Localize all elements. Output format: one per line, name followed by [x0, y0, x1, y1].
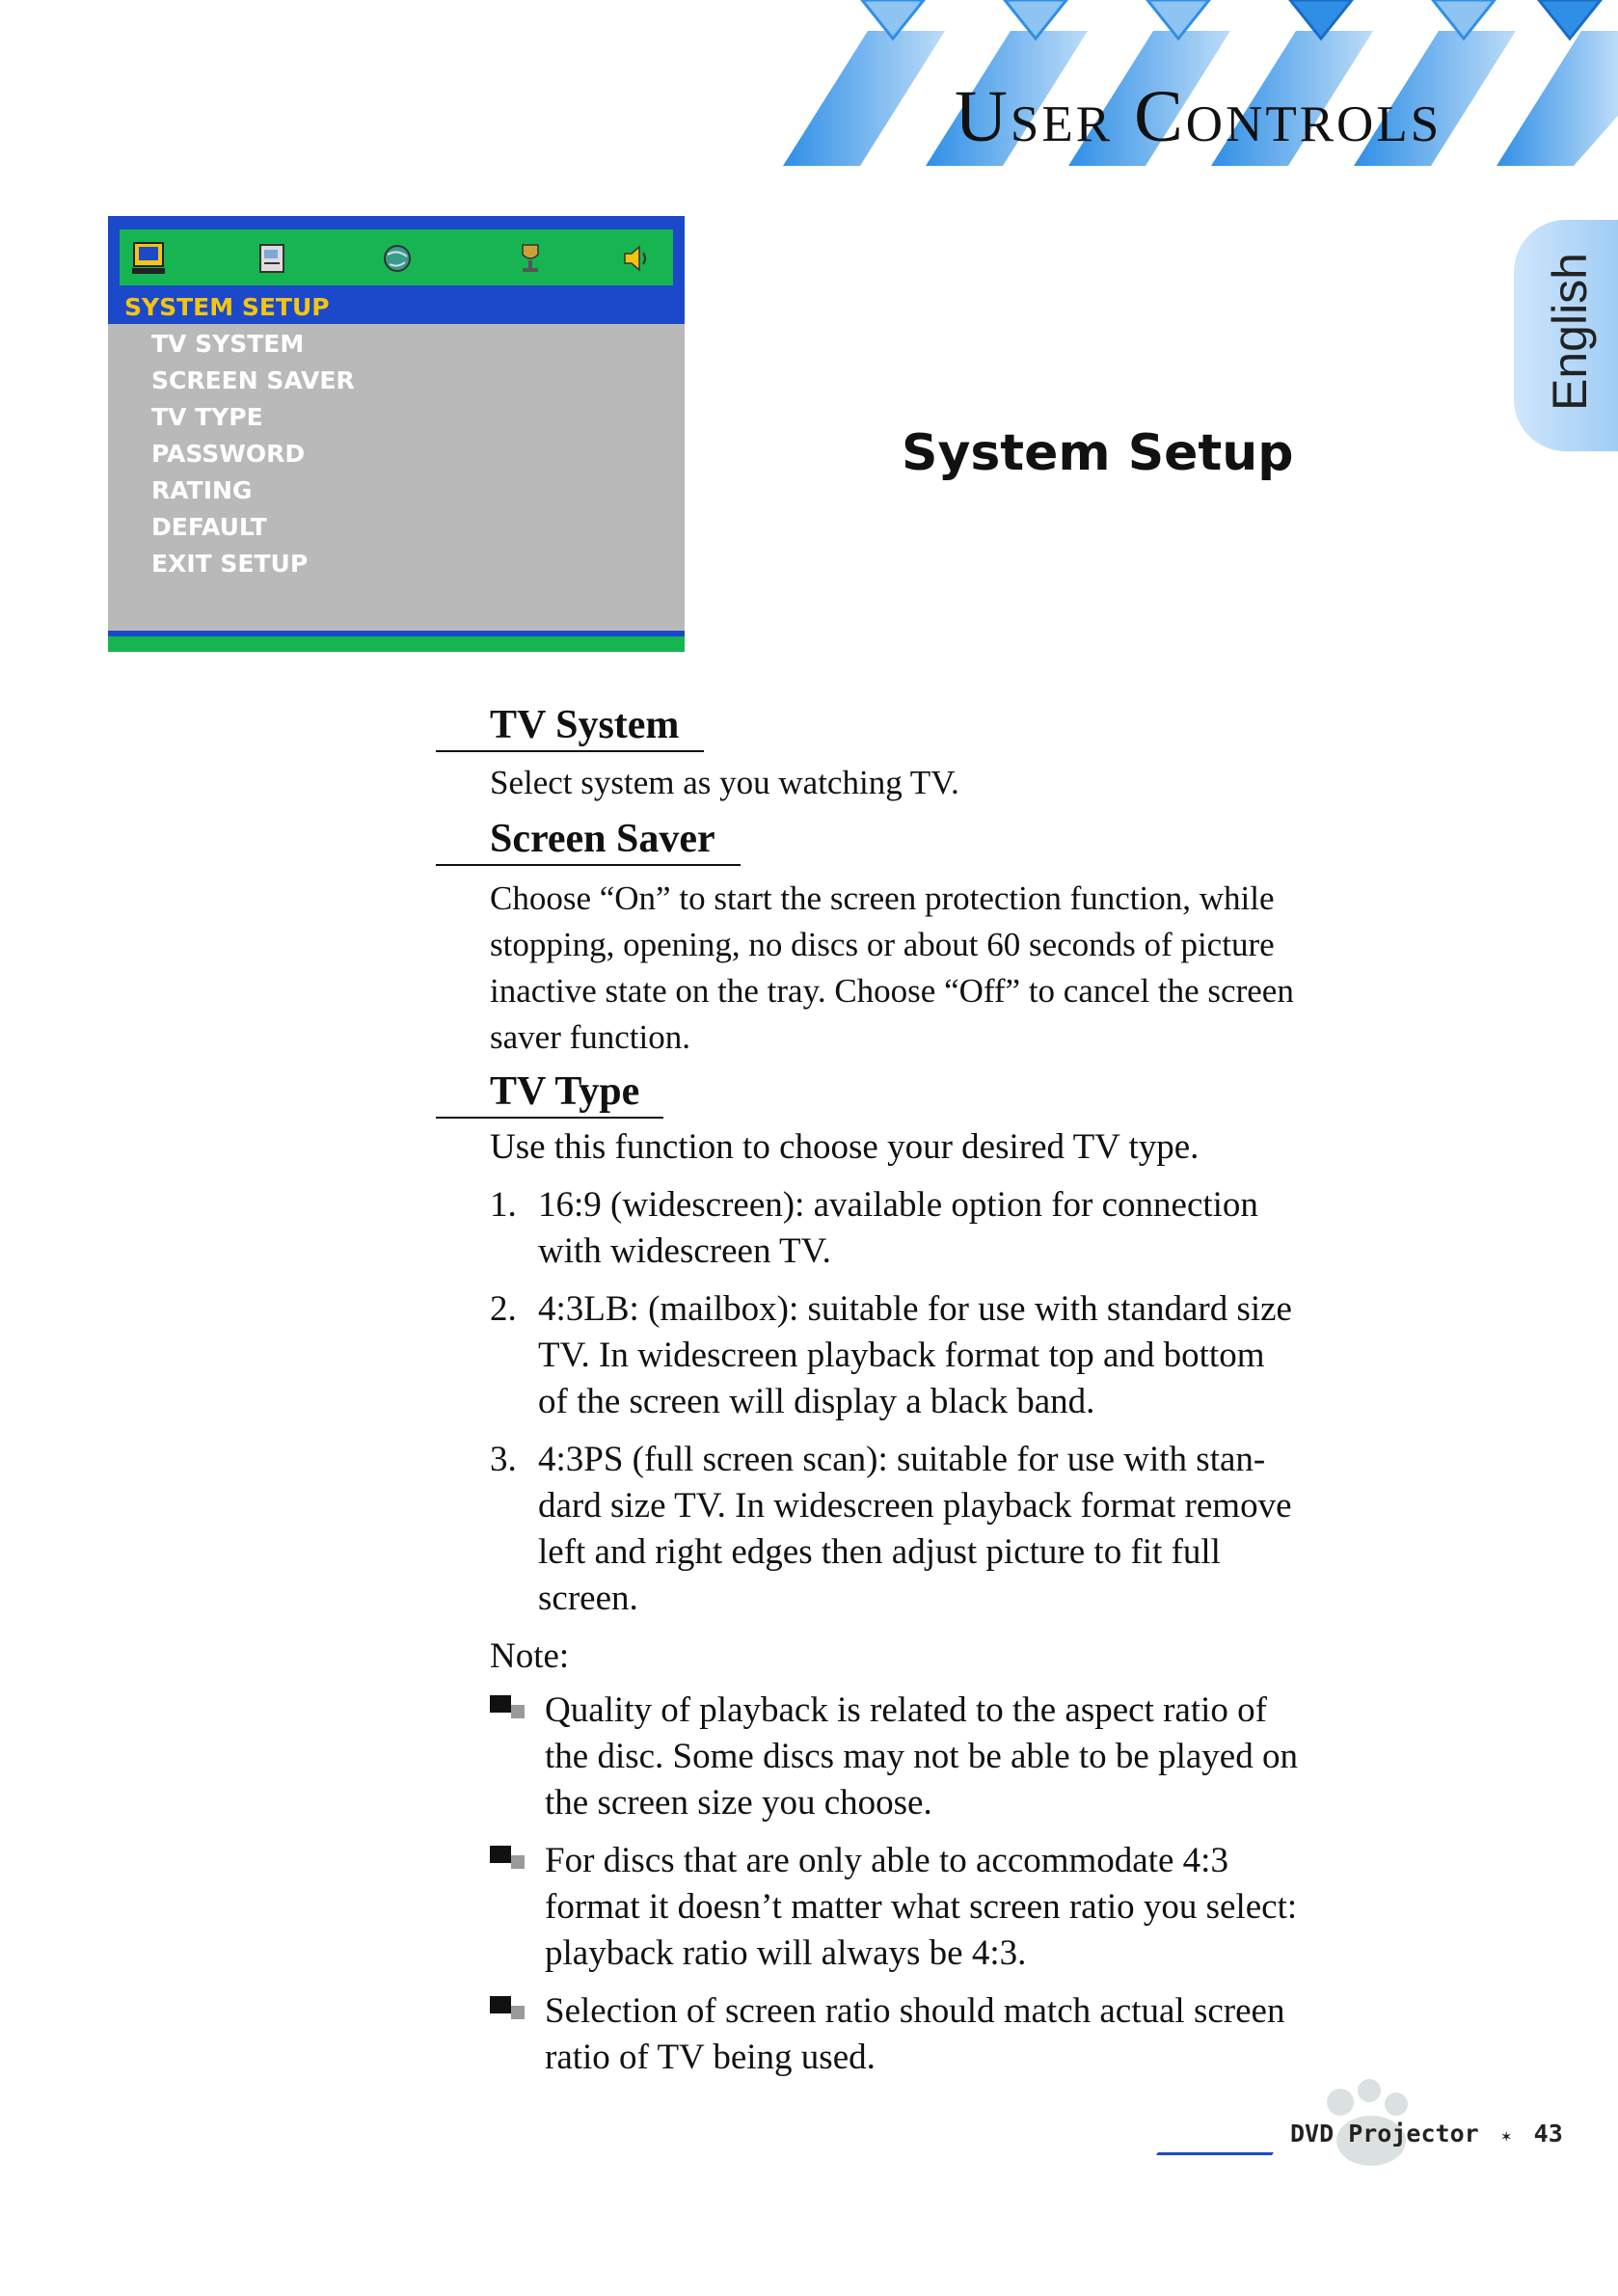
- list-number: 3.: [490, 1440, 517, 1479]
- language-tab-label: English: [1543, 253, 1597, 411]
- osd-menu-item[interactable]: DEFAULT: [151, 513, 267, 541]
- square-bullet-icon: [490, 1846, 525, 1873]
- screen-saver-line: saver function.: [490, 1018, 690, 1056]
- osd-menu-item[interactable]: TV SYSTEM: [151, 330, 305, 358]
- note-line: Quality of playback is related to the aspect ratio of: [545, 1690, 1267, 1730]
- note-line: the screen size you choose.: [545, 1783, 932, 1823]
- globe-icon: [378, 239, 417, 278]
- note-line: Selection of screen ratio should match actual screen: [545, 1991, 1285, 2031]
- tv-type-heading-text: TV Type: [490, 1069, 640, 1114]
- note-line: the disc. Some discs may not be able to be played on: [545, 1737, 1298, 1776]
- osd-icon-bar: [120, 230, 673, 285]
- list-item-line: left and right edges then adjust picture to fit full: [538, 1532, 1221, 1572]
- note-line: format it doesn’t matter what screen ratio you select:: [545, 1887, 1298, 1927]
- footer-product: DVD Projector: [1290, 2120, 1479, 2147]
- list-item-line: of the screen will display a black band.: [538, 1382, 1095, 1421]
- osd-menu-item[interactable]: TV TYPE: [151, 403, 263, 431]
- square-bullet-icon: [490, 1996, 525, 2023]
- osd-menu-item[interactable]: PASSWORD: [151, 440, 306, 468]
- tv-system-heading-text: TV System: [490, 703, 680, 747]
- screen-saver-line: Choose “On” to start the screen protection function, while: [490, 879, 1275, 917]
- list-number: 2.: [490, 1289, 517, 1329]
- list-item-line: 4:3PS (full screen scan): suitable for use with stan-: [538, 1440, 1266, 1479]
- note-line: For discs that are only able to accommodate 4:3: [545, 1841, 1228, 1880]
- screen-saver-line: stopping, opening, no discs or about 60 seconds of picture: [490, 926, 1275, 963]
- footer-separator: ✶: [1500, 2126, 1512, 2147]
- tv-system-text: Select system as you watching TV.: [490, 764, 959, 801]
- tv-system-heading: [436, 700, 704, 752]
- list-item-line: 4:3LB: (mailbox): suitable for use with standard size: [538, 1289, 1292, 1329]
- tv-type-heading: [436, 1067, 663, 1119]
- list-item-line: 16:9 (widescreen): available option for connection: [538, 1185, 1258, 1225]
- tv-type-intro: Use this function to choose your desired TV type.: [490, 1127, 1200, 1167]
- page-number: 43: [1533, 2120, 1563, 2147]
- list-item-line: with widescreen TV.: [538, 1231, 831, 1271]
- speaker-icon: [617, 239, 656, 278]
- osd-menu-screenshot: [108, 216, 685, 652]
- footer-accent-line: [1156, 2152, 1274, 2155]
- trophy-icon: [511, 239, 550, 278]
- osd-menu-item[interactable]: RATING: [151, 476, 253, 504]
- list-item-line: TV. In widescreen playback format top and bottom: [538, 1336, 1265, 1375]
- osd-menu-heading: SYSTEM SETUP: [124, 293, 330, 321]
- section-title: System Setup: [902, 424, 1294, 482]
- list-item-line: screen.: [538, 1579, 638, 1618]
- monitor-icon: [129, 239, 168, 278]
- list-item-line: dard size TV. In widescreen playback format remove: [538, 1486, 1292, 1526]
- list-number: 1.: [490, 1185, 517, 1225]
- osd-menu-item[interactable]: SCREEN SAVER: [151, 366, 355, 394]
- watermark-logo: [1147, 2064, 1533, 2256]
- note-label: Note:: [490, 1636, 570, 1676]
- osd-menu-item[interactable]: EXIT SETUP: [151, 550, 309, 578]
- note-line: playback ratio will always be 4:3.: [545, 1933, 1027, 1973]
- page-header-title: User Controls: [955, 76, 1443, 157]
- page-footer: [1290, 2120, 1563, 2147]
- osd-bottom-bar: [108, 636, 685, 652]
- photo-settings-icon: [253, 239, 291, 278]
- screen-saver-heading-text: Screen Saver: [490, 817, 715, 861]
- note-line: ratio of TV being used.: [545, 2038, 876, 2077]
- screen-saver-line: inactive state on the tray. Choose “Off” to cancel the screen: [490, 972, 1294, 1010]
- screen-saver-heading: [436, 814, 741, 866]
- square-bullet-icon: [490, 1695, 525, 1722]
